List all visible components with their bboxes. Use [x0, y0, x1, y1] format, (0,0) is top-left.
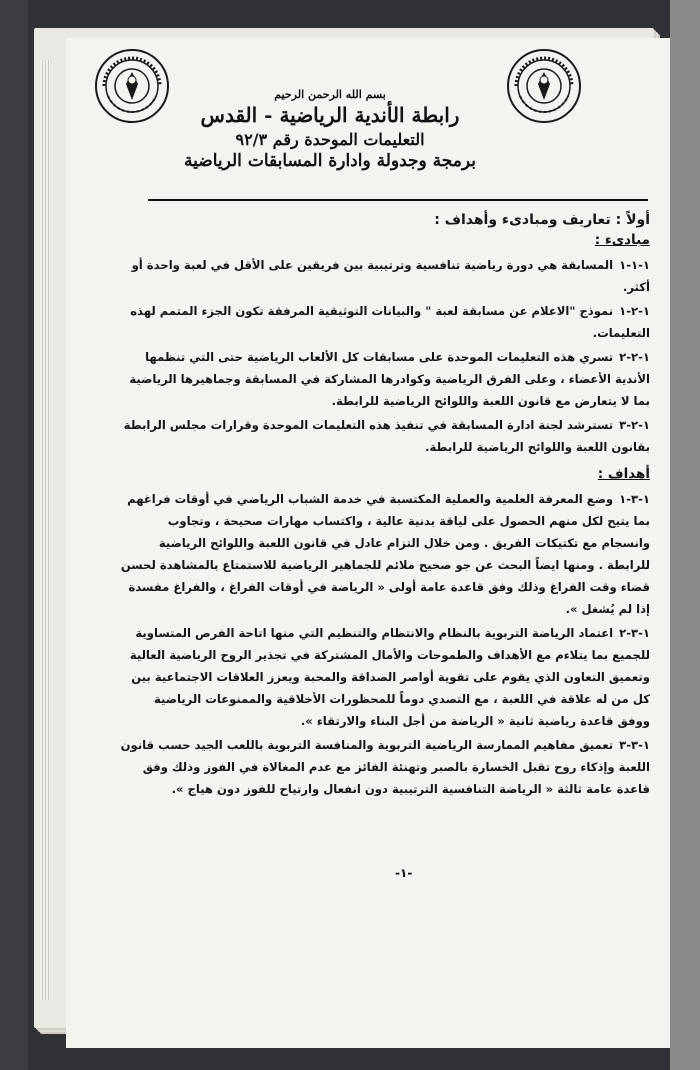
league-title: رابطة الأندية الرياضية - القدس [200, 103, 460, 127]
principles-list [118, 254, 650, 458]
instructions-number: التعليمات الموحدة رقم ٩٢/٣ [235, 130, 425, 149]
league-logo-left-icon [94, 48, 170, 124]
section-title: أولاً : تعاريف ومبادىء وأهداف : [434, 212, 650, 228]
league-logo-right-icon [506, 48, 582, 124]
page-number: -١- [395, 866, 413, 880]
document-subtitle: برمجة وجدولة وادارة المسابقات الرياضية [184, 151, 476, 171]
list-item: ١-٣-٢اعتماد الرياضة التربوية بالنظام والانتظام والتنظيم التي منها اتاحة الفرص المتساوية للجميع بما يتلاءم مع الأهداف والطموحات والأمال المشتركة في تجذير الروح الرياضية العالية وتعميق التعاون الذي يقوم على تقوية أواصر الصداقة والمحبة ويعزز العلاقات الاجتماعية بين كل من له علاقة في اللعبة ، مع التصدي دوماً للمحظورات الأخلاقية والممنوعات الرياضية ووفق قاعدة رياضية ثانية « الرياضة من أجل البناء والارتقاء ». [129, 626, 650, 728]
list-item: ١-٣-١وضع المعرفة العلمية والعملية المكتسبة في خدمة الشباب الرياضي في أوقات فراغهم بما يتيح لكل منهم الحصول على لياقة بدنية عالية ، واكتساب مهارات صحيحة ، وتجاوب وانسجام مع تكتيكات الفريق . ومن خلال التزام عادل في قانون اللعبة واللوائح الرياضية للرابطة . ومنها ايضاً البحث عن جو صحيح ملائم للجماهير الرياضية للاستمتاع بالمشاهدة لحسن قضاء وقت الفراغ وذلك وفق قاعدة عامة أولى « الرياضة في أوقات الفراغ ، والفراغ مفسدة إذا لم يُشغل ». [120, 492, 650, 616]
document-body [118, 208, 650, 808]
list-item: ١-٢-١نموذج "الاعلام عن مسابقة لعبة " والبيانات التوثيقية المرفقة تكون الجزء المتمم لهذه التعليمات. [130, 304, 650, 340]
scan-right-edge [670, 0, 700, 1070]
page-edges [40, 60, 50, 1000]
header-divider [148, 199, 648, 201]
list-item: ١-٢-٢تسري هذه التعليمات الموحدة على مسابقات كل الألعاب الرياضية حتى التي تنظمها الأندية الأعضاء ، وعلى الفرق الرياضية وكوادرها المشاركة في المسابقة وجماهيرها الرياضية بما لا يتعارض مع قانون اللعبة واللوائح الرياضية للرابطة. [129, 350, 650, 408]
principles-heading: مبادىء : [594, 232, 650, 248]
scan-background [0, 0, 28, 1070]
goals-list [118, 488, 650, 800]
list-item: ١-٢-٣تسترشد لجنة ادارة المسابقة في تنفيذ هذه التعليمات الموحدة وقرارات مجلس الرابطة بقانون اللعبة واللوائح الرياضية للرابطة. [123, 418, 650, 454]
goals-heading: أهداف : [597, 466, 650, 482]
list-item: ١-١-١المسابقة هي دورة رياضية تنافسية وترتيبية بين فريقين على الأقل في لعبة واحدة أو أكثر. [131, 258, 650, 294]
list-item: ١-٣-٣تعميق مفاهيم الممارسة الرياضية التربوية والمنافسة التربوية باللعب الجيد حسب قانون اللعبة وإذكاء روح تقبل الخسارة بالصبر وتهنئة الفائز مع عدم المغالاة في الفوز وذلك وفق قاعدة عامة ثالثة « الرياضة التنافسية الترتيبية دون انفعال وارتياح للفوز دون هياج ». [120, 738, 650, 796]
basmala: بسم الله الرحمن الرحيم [274, 88, 386, 101]
document-header [160, 88, 500, 171]
